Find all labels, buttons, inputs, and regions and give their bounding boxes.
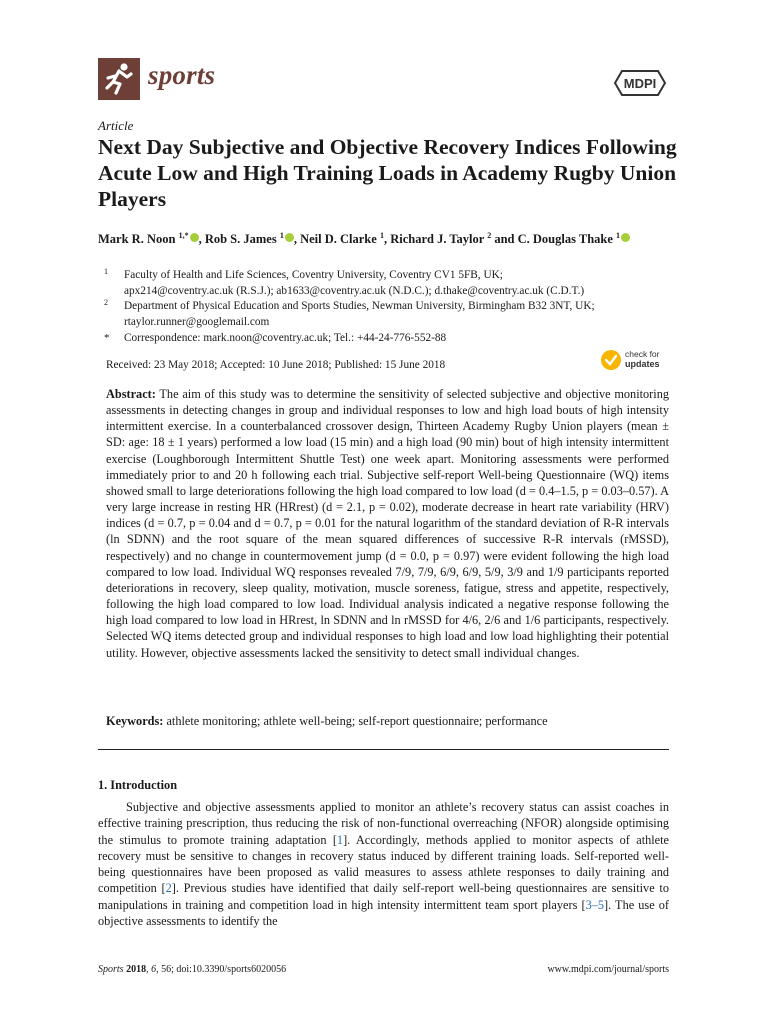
author-affiliation-sup: 1 bbox=[616, 231, 621, 240]
author-list: Mark R. Noon $^{1,*}$ , Rob S. James $^1$ , Neil D. Clarke $^1$, Richard J. Taylor $^2$ and C. Douglas Thake $^1$ bbox=[98, 227, 678, 248]
author-affiliation-sup: 1 bbox=[279, 231, 284, 240]
article-type: Article bbox=[98, 118, 134, 133]
keywords-text: athlete monitoring; athlete well-being; self-report questionnaire; performance bbox=[166, 714, 548, 728]
author-affiliation-sup: 1 bbox=[379, 231, 384, 240]
keywords-label: Keywords: bbox=[106, 714, 164, 728]
abstract-text: The aim of this study was to determine the sensitivity of selected subjective and objective monitoring assessments in detecting changes in group and individual responses to low and high load bouts of high intensity intermittent exercise. In a counterbalanced crossover design, Thirteen Academy Rugby Union players (mean ± SD: age: 18 ± 1 years) performed a low load (15 min) and a high load (90 min) bout of high intensity intermittent exercise (Loughborough Intermittent Shuttle Test) one week apart. Monitoring assessments were performed immediately prior to and 20 h following each trial. Subjective self-report Well-being Questionnaire (WQ) items showed small to large deteriorations following the high load compared to low load (d = 0.4–1.5, p = 0.03–0.57). A very large increase in resting HR (HRrest) (d = 2.1, p = 0.02), moderate decrease in heart rate variability (HRV) indices (d = 0.7, p = 0.04 and d = 0.7, p = 0.01 for the natural logarithm of the standard deviation of R-R intervals (ln SDNN) and the root square of the mean squared differences of successive R-R intervals (rMSSD), respectively) and no change in countermovement jump (d = 0.0, p = 0.97) were evident following the high load compared to low load. Individual WQ responses revealed 7/9, 7/9, 6/9, 6/9, 5/9, 3/9 and 1/9 participants reported deteriorations in recovery, sleep quality, motivation, muscle soreness, fatigue, stress and appetite, respectively, following the high load compared to low load. Individual analysis indicated a negative response following the high load compared to low load in HRrest, ln SDNN and ln rMSSD for 4/6, 2/6 and 1/6 participants, respectively. Selected WQ items detected group and individual responses to high load and low load highlighting their potential utility. However, objective assessments lacked the sensitivity to detect small individual changes. bbox=[106, 387, 669, 660]
author-name: Mark R. Noon bbox=[98, 232, 179, 247]
correspondence-marker: * bbox=[104, 332, 110, 344]
citation-link[interactable]: 1 bbox=[336, 832, 344, 847]
mdpi-logo bbox=[612, 68, 668, 98]
publication-dates: Received: 23 May 2018; Accepted: 10 June 2018; Published: 15 June 2018 bbox=[106, 359, 446, 371]
affiliation-line: Faculty of Health and Life Sciences, Coventry University, Coventry CV1 5FB, UK; bbox=[124, 269, 503, 281]
affiliation-line: rtaylor.runner@googlemail.com bbox=[124, 316, 270, 328]
affiliation-line: Department of Physical Education and Sports Studies, Newman University, Birmingham B32 3NT, UK; bbox=[124, 300, 595, 312]
citation-footer: Sports 2018, 6, 56; doi:10.3390/sports6020056 bbox=[98, 964, 287, 975]
article-title: Next Day Subjective and Objective Recovery Indices Following Acute Low and High Training Loads in Academy Rugby Union Players bbox=[98, 135, 677, 211]
checkmark-icon bbox=[601, 350, 621, 370]
author-name: Rob S. James bbox=[204, 232, 280, 247]
journal-name: sports bbox=[148, 60, 216, 90]
abstract bbox=[106, 386, 669, 661]
author-affiliation-sup: 2 bbox=[487, 231, 492, 240]
check-for-updates-badge[interactable] bbox=[601, 348, 669, 374]
check-label: check for bbox=[625, 349, 660, 359]
author-affiliation-sup: 1,* bbox=[178, 231, 189, 240]
affiliation-number: 2 bbox=[104, 298, 108, 307]
affiliation-line: apx214@coventry.ac.uk (R.S.J.); ab1633@coventry.ac.uk (N.D.C.); d.thake@coventry.ac.uk (C.D.T.) bbox=[124, 285, 585, 297]
citation-link[interactable]: 2 bbox=[165, 881, 172, 896]
journal-url[interactable]: www.mdpi.com/journal/sports bbox=[547, 964, 669, 975]
author-name: Neil D. Clarke bbox=[300, 232, 380, 247]
updates-label: updates bbox=[625, 359, 660, 369]
keywords bbox=[106, 714, 669, 729]
affiliation-number: 1 bbox=[104, 267, 108, 276]
author-name: C. Douglas Thake bbox=[517, 232, 617, 247]
section-divider bbox=[98, 749, 669, 750]
correspondence-line: Correspondence: mark.noon@coventry.ac.uk; Tel.: +44-24-776-552-88 bbox=[124, 332, 447, 344]
abstract-label: Abstract: bbox=[106, 387, 156, 401]
mdpi-logo-text: MDPI bbox=[623, 76, 657, 91]
orcid-icon[interactable] bbox=[190, 233, 199, 242]
journal-logo-icon bbox=[98, 58, 140, 100]
section-heading: 1. Introduction bbox=[98, 778, 178, 792]
orcid-icon[interactable] bbox=[621, 233, 630, 242]
orcid-icon[interactable] bbox=[285, 233, 294, 242]
citation-link[interactable]: 3–5 bbox=[585, 897, 605, 912]
intro-paragraph: Subjective and objective assessments applied to monitor an athlete’s recovery status can assist coaches in effective training prescription, thus reducing the risk of non-functional overreaching (NFOR) alongside optimising the stimulus to promote training adaptation [1]. Accordingly, methods applied to monitor aspects of athlete recovery must be sensitive to changes in recovery status induced by different training loads. Self-reported well-being questionnaires have been proposed as valid measures to assess athlete responses to daily training and competition [2]. Previous studies have identified that daily self-report well-being questionnaires are sensitive to manipulations in training and competition load in high intensity intermittent team sport players [3–5]. The use of objective assessments to identify the bbox=[98, 800, 670, 929]
author-name: Richard J. Taylor bbox=[390, 232, 488, 247]
